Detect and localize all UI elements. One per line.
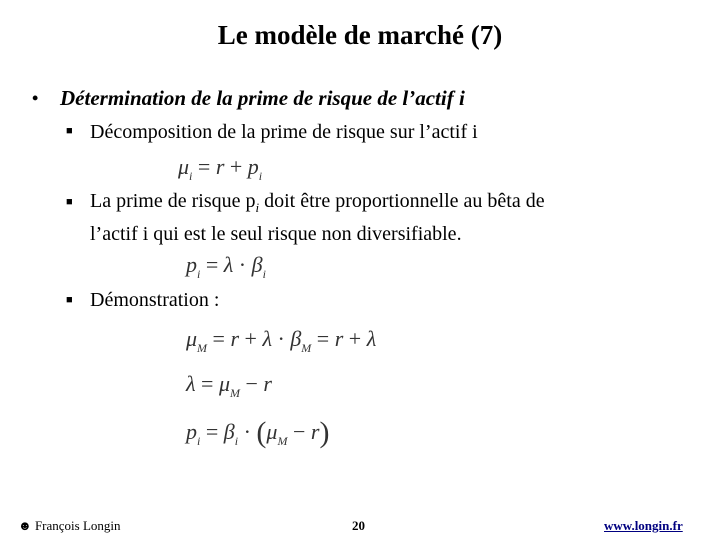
sub-bullet-proportionality xyxy=(90,188,545,247)
text-segment: l’actif i qui est le seul risque non diversifiable. xyxy=(90,223,462,245)
smiley-icon: ☻ xyxy=(18,518,32,533)
main-bullet-dot: • xyxy=(32,88,39,108)
website-link[interactable]: www.longin.fr xyxy=(604,518,683,533)
sub-bullet-decomposition: Décomposition de la prime de risque sur l’actif i xyxy=(90,121,478,143)
subscript: i xyxy=(255,200,260,215)
page-number: 20 xyxy=(352,518,365,533)
equation-p-i-final: $p_i = \beta_i \cdot (\mu_M - r)$ xyxy=(186,416,330,449)
text-segment: La prime de risque p xyxy=(90,190,256,212)
sub-bullet-demonstration: Démonstration : xyxy=(90,289,220,311)
author-name: François Longin xyxy=(34,518,121,533)
equation-p-i: $p_i = \lambda \cdot \beta_i$ xyxy=(186,252,266,281)
square-bullet-icon: ■ xyxy=(66,125,73,137)
main-bullet-text: Détermination de la prime de risque de l’actif i xyxy=(60,86,465,110)
equation-lambda: $\lambda = \mu_M - r$ xyxy=(186,371,272,400)
slide-title: Le modèle de marché (7) xyxy=(217,20,503,50)
equation-mu-i: $\mu_i = r + p_i$ xyxy=(178,154,263,183)
square-bullet-icon: ■ xyxy=(66,196,73,208)
footer-author xyxy=(18,518,121,534)
equation-mu-m: $\mu_M = r + \lambda \cdot \beta_M = r + \lambda$ xyxy=(186,326,377,355)
square-bullet-icon: ■ xyxy=(66,294,73,306)
text-segment: doit être proportionnelle au bêta de xyxy=(259,190,545,212)
